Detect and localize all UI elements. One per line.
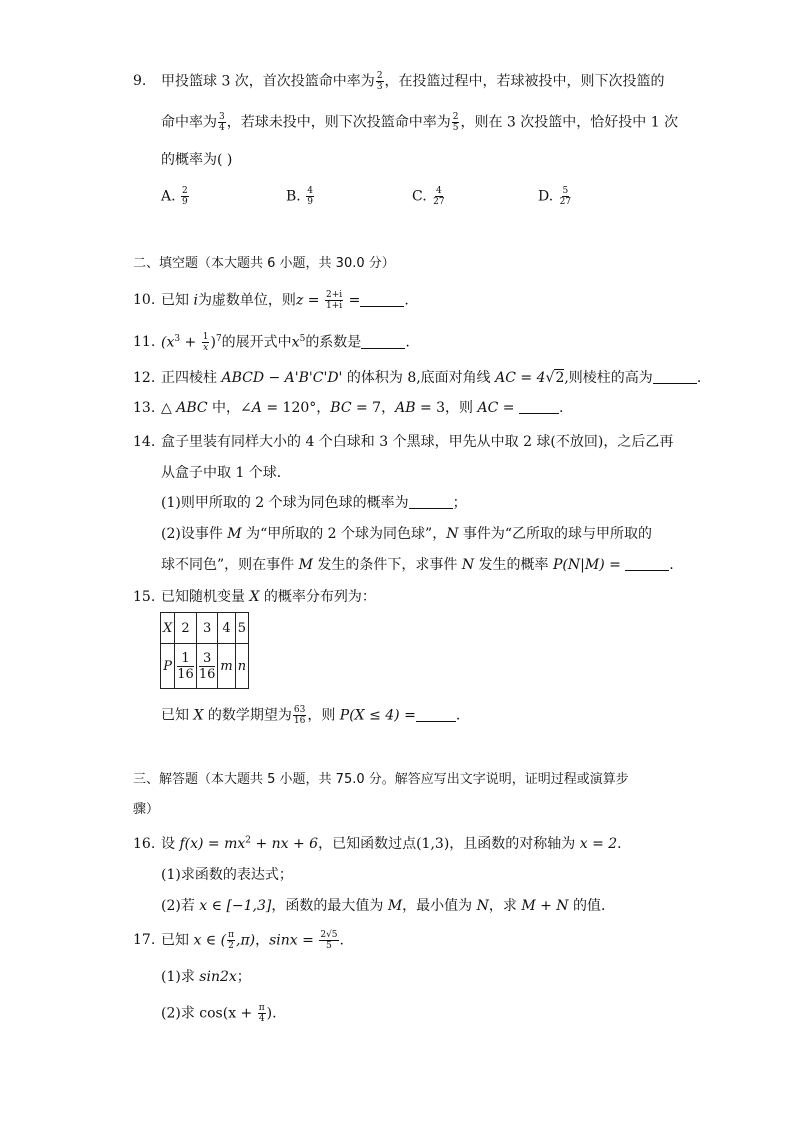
table-cell: m [218, 644, 235, 689]
q16-part1: (1)求函数的表达式； [161, 867, 293, 883]
q14-part1-blank[interactable] [409, 494, 453, 509]
table-cell: 3 [196, 613, 218, 644]
table-cell: n [235, 644, 248, 689]
q10-text: 已知 i为虚数单位，则z = $\frac{2+i}{1+i}$ = . [161, 290, 409, 311]
q12-answer-blank[interactable] [653, 369, 697, 384]
table-cell: $\frac{1}{16}$ [175, 644, 197, 689]
q14-line1: 盒子里装有同样大小的 4 个白球和 3 个黑球，甲先从中取 2 球(不放回)，之后乙再 [161, 434, 674, 450]
q16-part2: (2)若 x ∈ [−1,3]，函数的最大值为 M，最小值为 N，求 M + N 的值． [161, 898, 615, 914]
q10-answer-blank[interactable] [360, 292, 404, 307]
q15-answer-blank[interactable] [416, 707, 456, 722]
q9-line2: 命中率为 $\frac{3}{4}$ ，若球未投中，则下次投篮命中率为 $\frac{2}{5}$ ，则在 3 次投篮中，恰好投中 1 次 [161, 112, 679, 133]
q9-option-b[interactable]: B. $\frac{4}{9}$ [286, 186, 313, 207]
q15-line1: 已知随机变量 X 的概率分布列为： [161, 589, 376, 605]
q11-answer-blank[interactable] [361, 334, 405, 349]
section-answer-heading-line2: 骤） [133, 802, 160, 817]
q12-text: 正四棱柱 ABCD − A'B'C'D' 的体积为 8,底面对角线 AC = 4√2,则棱柱的高为 . [161, 370, 702, 386]
q16-number: 16. [133, 836, 156, 852]
q9-line1: 甲投篮球 3 次，首次投篮命中率为 $\frac{2}{3}$ ，在投篮过程中，若球被投中，则下次投篮的 [161, 71, 665, 92]
q9-option-a[interactable]: A. $\frac{2}{9}$ [161, 186, 188, 207]
table-cell: 4 [218, 613, 235, 644]
distribution-table [160, 612, 249, 689]
q14-part2-line1: (2)设事件 M 为“甲所取的 2 个球为同色球”，N 事件为“乙所取的球与甲所取的 [161, 526, 653, 542]
q14-part1: (1)则甲所取的 2 个球为同色球的概率为 ； [161, 495, 467, 511]
q14-part2-blank[interactable] [625, 556, 669, 571]
q17-part1: (1)求 sin2x； [161, 969, 251, 985]
table-row [161, 613, 249, 644]
q14-part2-line2: 球不同色”，则在事件 M 发生的条件下，求事件 N 发生的概率 P(N|M) = . [161, 557, 674, 573]
q13-text: △ ABC 中，∠A = 120°，BC = 7，AB = 3，则 AC = . [161, 400, 564, 416]
q15-line2: 已知 X 的数学期望为 $\frac{63}{16}$ ，则 P(X ≤ 4) = . [161, 705, 461, 726]
q11-text: ($x^3$ + $\frac{1}{x}$ )$^7$的展开式中$x^5$的系数是 . [161, 332, 410, 353]
q9-line3: 的概率为( ) [161, 152, 233, 168]
q11-number: 11. [133, 334, 156, 350]
q12-number: 12. [133, 370, 156, 386]
q9-number: 9. [133, 73, 147, 89]
q9-option-c[interactable]: C. $\frac{4}{27}$ [412, 186, 445, 207]
table-cell: 5 [235, 613, 248, 644]
table-cell: P [161, 644, 175, 689]
table-cell: 2 [175, 613, 197, 644]
section-fill-in-heading: 二、填空题（本大题共 6 小题，共 30.0 分） [133, 256, 395, 271]
table-cell: X [161, 613, 175, 644]
section-answer-heading-line1: 三、解答题（本大题共 5 小题，共 75.0 分。解答应写出文字说明，证明过程或演算步 [133, 772, 629, 787]
q14-line2: 从盒子中取 1 个球． [161, 465, 291, 481]
q17-line1: 已知 x ∈ ( $\frac{\pi}{2}$ ,π)，sinx = $\frac{2√5}{5}$ . [161, 930, 344, 951]
table-row [161, 644, 249, 689]
q15-number: 15. [133, 589, 156, 605]
table-cell: $\frac{3}{16}$ [196, 644, 218, 689]
q9-option-d[interactable]: D. $\frac{5}{27}$ [538, 186, 572, 207]
q14-number: 14. [133, 434, 156, 450]
q16-line1: 设 $f(x) = mx^2$ + nx + 6，已知函数过点(1,3)，且函数的对称轴为 x = 2． [161, 835, 632, 852]
q13-answer-blank[interactable] [519, 399, 559, 414]
q13-number: 13. [133, 400, 156, 416]
q17-number: 17. [133, 932, 156, 948]
q10-number: 10. [133, 292, 156, 308]
q17-part2: (2)求 cos(x + $\frac{\pi}{4}$ ). [161, 1003, 277, 1024]
